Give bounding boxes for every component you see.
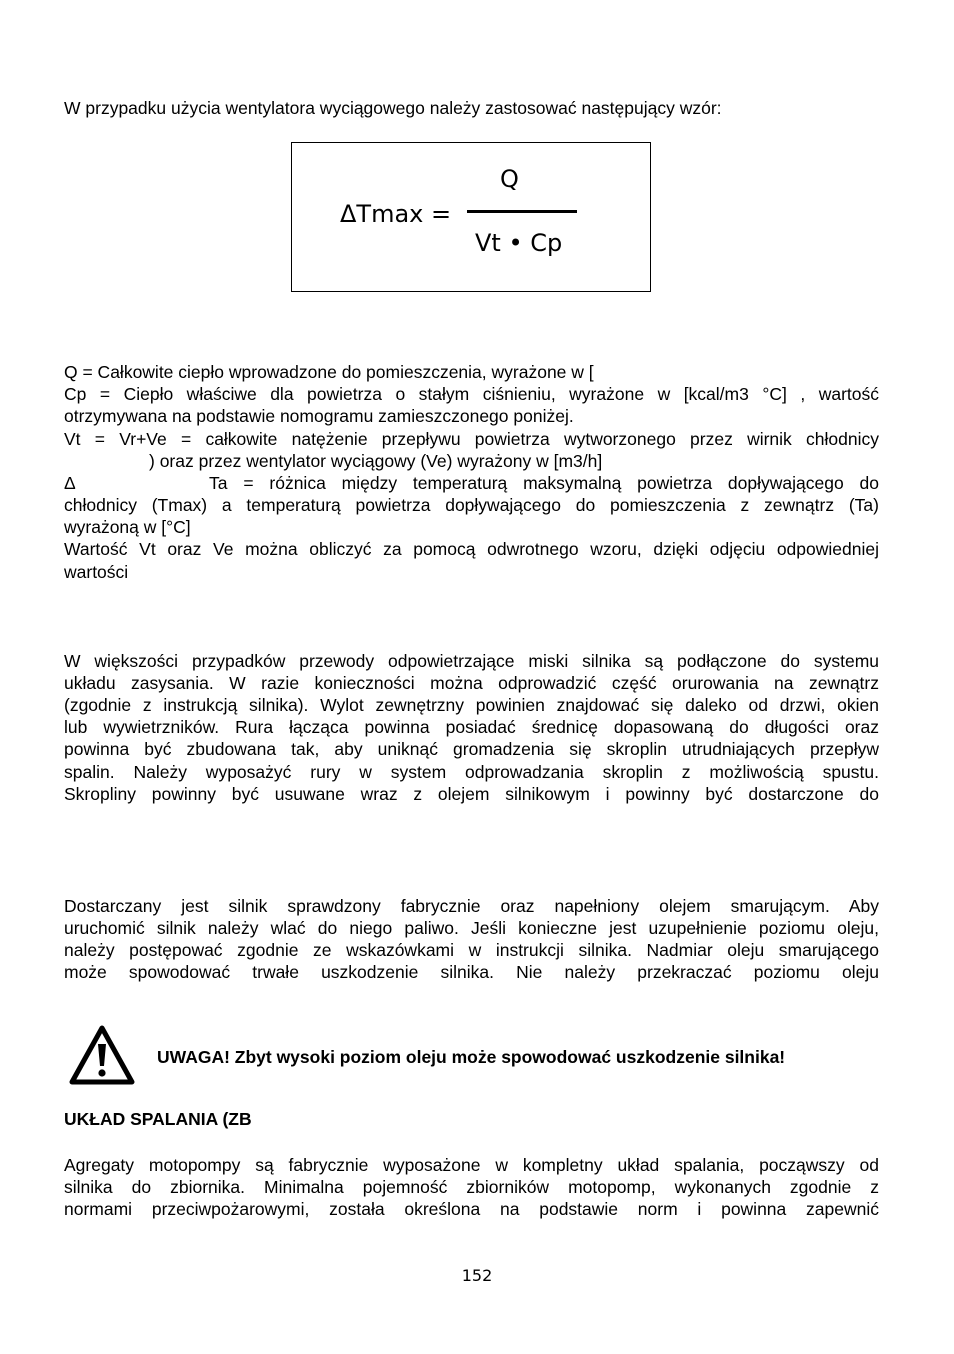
paragraph-line: Skropliny powinny być usuwane wraz z olejem silnikowym i powinny być dostarczone do <box>64 784 879 804</box>
paragraph-line: lub wywietrzników. Rura łącząca powinna posiadać średnicę dopasowaną do długości oraz <box>64 717 879 737</box>
definition-vt-ve: Wartość Vt oraz Ve można obliczyć za pomocą odwrotnego wzoru, dzięki odjęciu odpowiedniej <box>64 539 879 559</box>
formula-box <box>291 142 651 292</box>
definition-vt-cont: ) oraz przez wentylator wyciągowy (Ve) wyrażony w [m3/h] <box>149 451 603 471</box>
paragraph-line: silnika do zbiornika. Minimalna pojemność zbiorników motopomp, wykonanych zgodnie z <box>64 1177 879 1197</box>
paragraph-line: (zgodnie z instrukcją silnika). Wylot zewnętrzny powinien znajdować się daleko od drzwi, okien <box>64 695 879 715</box>
definition-ta-cont: chłodnicy (Tmax) a temperaturą powietrza dopływającego do pomieszczenia z zewnątrz (Ta) <box>64 495 879 515</box>
definition-vt-ve-cont: wartości <box>64 562 129 582</box>
paragraph-line: spalin. Należy wyposażyć rury w system odprowadzania skroplin z możliwością spustu. <box>64 762 879 782</box>
paragraph-line: należy postępować zgodnie ze wskazówkami w instrukcji silnika. Nadmiar oleju smarującego <box>64 940 879 960</box>
definition-cp-cont: otrzymywana na podstawie nomogramu zamieszczonego poniżej. <box>64 406 574 426</box>
paragraph-line: powinna być zbudowana tak, aby uniknąć gromadzenia się skroplin utrudniających przepływ <box>64 739 879 759</box>
definition-q: Q = Całkowite ciepło wprowadzone do pomieszczenia, wyrażone w [ <box>64 362 594 382</box>
paragraph-line: W większości przypadków przewody odpowietrzające miski silnika są podłączone do systemu <box>64 651 879 671</box>
page-number: 152 <box>461 1266 493 1285</box>
warning-triangle-icon <box>68 1024 136 1086</box>
fraction-bar <box>467 210 577 213</box>
definition-ta: Ta = różnica między temperaturą maksymalną powietrza dopływającego do <box>209 473 879 493</box>
warning-text: UWAGA! Zbyt wysoki poziom oleju może spowodować uszkodzenie silnika! <box>157 1047 786 1067</box>
delta-symbol: Δ <box>64 473 76 493</box>
paragraph-line: normami przeciwpożarowymi, została określona na podstawie norm i powinna zapewnić <box>64 1199 879 1219</box>
definition-cp: Cp = Ciepło właściwe dla powietrza o stałym ciśnieniu, wyrażone w [kcal/m3 °C] , wartość <box>64 384 879 404</box>
definition-ta-unit: wyrażoną w [°C] <box>64 517 191 537</box>
section-heading: UKŁAD SPALANIA (ZB <box>64 1109 252 1129</box>
formula-denominator: Vt • Cp <box>475 229 563 257</box>
intro-text: W przypadku użycia wentylatora wyciągowego należy zastosować następujący wzór: <box>64 98 722 118</box>
formula-numerator: Q <box>500 165 519 193</box>
paragraph-line: układu zasysania. W razie konieczności można odprowadzić część orurowania na zewnątrz <box>64 673 879 693</box>
formula-lhs: ΔTmax = <box>340 200 452 228</box>
definition-vt: Vt = Vr+Ve = całkowite natężenie przepływu powietrza wytworzonego przez wirnik chłodnicy <box>64 429 879 449</box>
paragraph-line: Agregaty motopompy są fabrycznie wyposażone w kompletny układ spalania, począwszy od <box>64 1155 879 1175</box>
paragraph-line: może spowodować trwałe uszkodzenie silnika. Nie należy przekraczać poziomu oleju <box>64 962 879 982</box>
paragraph-line: Dostarczany jest silnik sprawdzony fabrycznie oraz napełniony olejem smarującym. Aby <box>64 896 879 916</box>
paragraph-line: uruchomić silnik należy wlać do niego paliwo. Jeśli konieczne jest uzupełnienie poziomu oleju, <box>64 918 879 938</box>
